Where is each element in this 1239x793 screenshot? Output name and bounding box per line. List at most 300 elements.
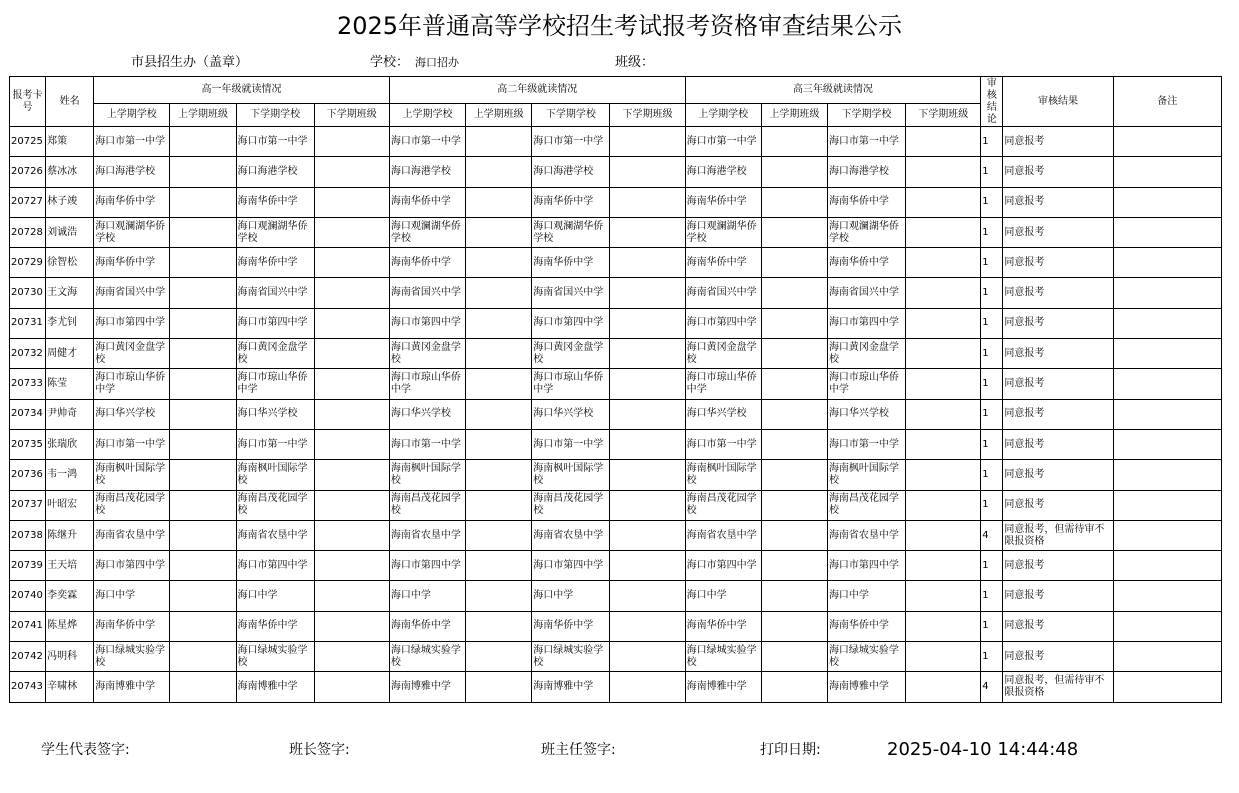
- card-no-cell: 20731: [10, 308, 46, 338]
- g3-term1-class-cell: [761, 642, 827, 672]
- review-result-cell: 同意报考: [1003, 308, 1113, 338]
- card-no-cell: 20726: [10, 157, 46, 187]
- review-result-cell: 同意报考: [1003, 460, 1113, 490]
- g1-term2-class-cell: [314, 490, 389, 520]
- header-name: 姓名: [46, 77, 94, 127]
- review-conclusion-cell: 1: [981, 551, 1003, 581]
- g3-term2-class-cell: [906, 278, 981, 308]
- g3-term1-class-cell: [761, 187, 827, 217]
- review-result-cell: 同意报考: [1003, 369, 1113, 399]
- g2-term1-school-cell: 海口海港学校: [389, 157, 465, 187]
- g2-term2-school-cell: 海口市第一中学: [532, 127, 610, 157]
- g1-term2-class-cell: [314, 339, 389, 369]
- g1-term2-class-cell: [314, 611, 389, 641]
- g3-term1-school-cell: 海口市第一中学: [685, 127, 761, 157]
- student-rep-signature-label: 学生代表签字:: [41, 742, 130, 758]
- g1-term1-class-cell: [170, 642, 236, 672]
- g2-term1-school-cell: 海南博雅中学: [389, 672, 465, 702]
- g1-term1-school-cell: 海口黄冈金盘学校: [94, 339, 170, 369]
- review-result-cell: 同意报考: [1003, 248, 1113, 278]
- g2-term1-class-cell: [466, 460, 532, 490]
- g2-term1-school-cell: 海南华侨中学: [389, 187, 465, 217]
- g1-term1-class-cell: [170, 187, 236, 217]
- review-conclusion-cell: 1: [981, 369, 1003, 399]
- header-review-result: 审核结果: [1003, 77, 1113, 127]
- review-conclusion-cell: 1: [981, 248, 1003, 278]
- g1-term1-school-cell: 海南省农垦中学: [94, 520, 170, 550]
- g3-term1-class-cell: [761, 490, 827, 520]
- g2-term1-school-cell: 海南华侨中学: [389, 248, 465, 278]
- class-label: 班级：: [615, 55, 655, 70]
- g3-term2-school-cell: 海南省农垦中学: [827, 520, 905, 550]
- g1-term2-class-cell: [314, 127, 389, 157]
- g3-term2-class-cell: [906, 187, 981, 217]
- g3-term2-class-cell: [906, 611, 981, 641]
- g2-term2-school-cell: 海口市琼山华侨中学: [532, 369, 610, 399]
- name-cell: 王文海: [46, 278, 94, 308]
- header-g1-term1-class: 上学期班级: [170, 104, 236, 127]
- g3-term1-class-cell: [761, 611, 827, 641]
- g2-term2-class-cell: [610, 672, 685, 702]
- g3-term2-class-cell: [906, 217, 981, 247]
- g1-term1-class-cell: [170, 490, 236, 520]
- g1-term1-school-cell: 海南华侨中学: [94, 611, 170, 641]
- g1-term2-school-cell: 海口市第一中学: [236, 127, 314, 157]
- table-row: [10, 672, 1222, 702]
- header-grade1: 高一年级就读情况: [94, 77, 390, 104]
- review-result-cell: 同意报考: [1003, 339, 1113, 369]
- g2-term1-class-cell: [466, 429, 532, 459]
- school-label: 学校：: [370, 55, 410, 70]
- g2-term1-class-cell: [466, 127, 532, 157]
- g3-term1-class-cell: [761, 551, 827, 581]
- g2-term1-class-cell: [466, 187, 532, 217]
- school-value: 海口招办: [415, 56, 460, 69]
- g3-term1-class-cell: [761, 278, 827, 308]
- review-conclusion-cell: 1: [981, 611, 1003, 641]
- g3-term1-class-cell: [761, 127, 827, 157]
- g2-term2-class-cell: [610, 278, 685, 308]
- g1-term2-school-cell: 海口华兴学校: [236, 399, 314, 429]
- review-result-cell: 同意报考: [1003, 399, 1113, 429]
- g2-term2-school-cell: 海口市第四中学: [532, 308, 610, 338]
- g3-term2-class-cell: [906, 339, 981, 369]
- g1-term1-class-cell: [170, 611, 236, 641]
- g2-term1-class-cell: [466, 217, 532, 247]
- g3-term1-class-cell: [761, 520, 827, 550]
- g3-term1-class-cell: [761, 581, 827, 611]
- name-cell: 李尤钊: [46, 308, 94, 338]
- g3-term2-school-cell: 海南昌茂花园学校: [827, 490, 905, 520]
- g3-term1-school-cell: 海口华兴学校: [685, 399, 761, 429]
- g1-term2-class-cell: [314, 642, 389, 672]
- g1-term2-class-cell: [314, 187, 389, 217]
- g2-term1-class-cell: [466, 308, 532, 338]
- g3-term1-class-cell: [761, 217, 827, 247]
- name-cell: 张瑞欣: [46, 429, 94, 459]
- g2-term1-school-cell: 海口观澜湖华侨学校: [389, 217, 465, 247]
- g3-term2-school-cell: 海口中学: [827, 581, 905, 611]
- card-no-cell: 20725: [10, 127, 46, 157]
- table-row: [10, 187, 1222, 217]
- g2-term1-school-cell: 海口绿城实验学校: [389, 642, 465, 672]
- g3-term1-school-cell: 海南省国兴中学: [685, 278, 761, 308]
- review-result-cell: 同意报考: [1003, 429, 1113, 459]
- g2-term1-class-cell: [466, 611, 532, 641]
- name-cell: 陈星烨: [46, 611, 94, 641]
- g2-term2-class-cell: [610, 248, 685, 278]
- g1-term1-school-cell: 海口市第四中学: [94, 551, 170, 581]
- g3-term2-class-cell: [906, 429, 981, 459]
- g3-term2-school-cell: 海口市第四中学: [827, 551, 905, 581]
- g1-term1-class-cell: [170, 581, 236, 611]
- g2-term1-class-cell: [466, 672, 532, 702]
- g3-term1-school-cell: 海口观澜湖华侨学校: [685, 217, 761, 247]
- g1-term1-class-cell: [170, 308, 236, 338]
- review-result-cell: 同意报考: [1003, 127, 1113, 157]
- g3-term2-school-cell: 海口市第一中学: [827, 127, 905, 157]
- g3-term2-class-cell: [906, 551, 981, 581]
- header-g2-term1-school: 上学期学校: [389, 104, 465, 127]
- g1-term2-school-cell: 海口海港学校: [236, 157, 314, 187]
- review-result-cell: 同意报考: [1003, 642, 1113, 672]
- card-no-cell: 20734: [10, 399, 46, 429]
- g1-term1-school-cell: 海南华侨中学: [94, 187, 170, 217]
- g3-term2-class-cell: [906, 490, 981, 520]
- g1-term2-school-cell: 海南华侨中学: [236, 611, 314, 641]
- g1-term2-class-cell: [314, 551, 389, 581]
- review-conclusion-cell: 4: [981, 520, 1003, 550]
- review-result-cell: 同意报考: [1003, 187, 1113, 217]
- review-result-cell: 同意报考: [1003, 611, 1113, 641]
- g2-term2-class-cell: [610, 399, 685, 429]
- g2-term2-class-cell: [610, 429, 685, 459]
- header-g2-term2-school: 下学期学校: [532, 104, 610, 127]
- g1-term2-class-cell: [314, 217, 389, 247]
- name-cell: 林子竣: [46, 187, 94, 217]
- g3-term2-class-cell: [906, 369, 981, 399]
- table-row: [10, 157, 1222, 187]
- review-conclusion-cell: 1: [981, 642, 1003, 672]
- table-row: [10, 278, 1222, 308]
- g3-term2-school-cell: 海口市琼山华侨中学: [827, 369, 905, 399]
- remark-cell: [1113, 429, 1221, 459]
- g3-term1-class-cell: [761, 429, 827, 459]
- remark-cell: [1113, 520, 1221, 550]
- card-no-cell: 20737: [10, 490, 46, 520]
- g2-term1-class-cell: [466, 248, 532, 278]
- header-g1-term1-school: 上学期学校: [94, 104, 170, 127]
- g1-term2-class-cell: [314, 429, 389, 459]
- g3-term1-school-cell: 海南华侨中学: [685, 248, 761, 278]
- g1-term1-school-cell: 海口观澜湖华侨学校: [94, 217, 170, 247]
- review-conclusion-cell: 1: [981, 187, 1003, 217]
- g1-term1-school-cell: 海口市第四中学: [94, 308, 170, 338]
- g1-term2-school-cell: 海南昌茂花园学校: [236, 490, 314, 520]
- name-cell: 陈继升: [46, 520, 94, 550]
- g1-term2-class-cell: [314, 460, 389, 490]
- g2-term1-class-cell: [466, 339, 532, 369]
- g1-term1-class-cell: [170, 339, 236, 369]
- g1-term2-school-cell: 海南博雅中学: [236, 672, 314, 702]
- g1-term2-class-cell: [314, 399, 389, 429]
- remark-cell: [1113, 278, 1221, 308]
- g3-term1-school-cell: 海口市第四中学: [685, 551, 761, 581]
- g1-term2-school-cell: 海口市第一中学: [236, 429, 314, 459]
- g1-term2-class-cell: [314, 308, 389, 338]
- g3-term1-school-cell: 海口市琼山华侨中学: [685, 369, 761, 399]
- header-g2-term2-class: 下学期班级: [610, 104, 685, 127]
- g3-term2-class-cell: [906, 460, 981, 490]
- results-table-body: [10, 127, 1222, 703]
- g2-term2-school-cell: 海南昌茂花园学校: [532, 490, 610, 520]
- table-row: [10, 339, 1222, 369]
- g3-term1-school-cell: 海口中学: [685, 581, 761, 611]
- header-row-top: [10, 77, 1222, 104]
- review-conclusion-cell: 4: [981, 672, 1003, 702]
- g2-term2-school-cell: 海南省国兴中学: [532, 278, 610, 308]
- g2-term1-school-cell: 海南省农垦中学: [389, 520, 465, 550]
- g1-term2-school-cell: 海口观澜湖华侨学校: [236, 217, 314, 247]
- remark-cell: [1113, 248, 1221, 278]
- card-no-cell: 20729: [10, 248, 46, 278]
- g1-term1-class-cell: [170, 127, 236, 157]
- g1-term1-school-cell: 海南华侨中学: [94, 248, 170, 278]
- g2-term2-school-cell: 海南华侨中学: [532, 248, 610, 278]
- header-remark: 备注: [1113, 77, 1221, 127]
- review-result-cell: 同意报考: [1003, 551, 1113, 581]
- name-cell: 辛啸林: [46, 672, 94, 702]
- name-cell: 周健才: [46, 339, 94, 369]
- g3-term2-school-cell: 海南华侨中学: [827, 187, 905, 217]
- g2-term2-school-cell: 海口观澜湖华侨学校: [532, 217, 610, 247]
- remark-cell: [1113, 551, 1221, 581]
- g2-term2-school-cell: 海南博雅中学: [532, 672, 610, 702]
- review-conclusion-cell: 1: [981, 581, 1003, 611]
- g3-term1-school-cell: 海口市第四中学: [685, 308, 761, 338]
- g3-term1-school-cell: 海口黄冈金盘学校: [685, 339, 761, 369]
- g2-term2-class-cell: [610, 157, 685, 187]
- g2-term2-school-cell: 海南省农垦中学: [532, 520, 610, 550]
- g2-term2-class-cell: [610, 581, 685, 611]
- g3-term2-school-cell: 海口市第一中学: [827, 429, 905, 459]
- g2-term1-school-cell: 海口市琼山华侨中学: [389, 369, 465, 399]
- g3-term2-school-cell: 海口观澜湖华侨学校: [827, 217, 905, 247]
- g3-term1-school-cell: 海口绿城实验学校: [685, 642, 761, 672]
- header-g3-term2-class: 下学期班级: [906, 104, 981, 127]
- g2-term2-class-cell: [610, 339, 685, 369]
- review-conclusion-cell: 1: [981, 278, 1003, 308]
- g2-term1-school-cell: 海口市第四中学: [389, 308, 465, 338]
- table-row: [10, 248, 1222, 278]
- g1-term1-school-cell: 海口市第一中学: [94, 127, 170, 157]
- remark-cell: [1113, 187, 1221, 217]
- review-result-cell: 同意报考: [1003, 217, 1113, 247]
- g1-term2-school-cell: 海口黄冈金盘学校: [236, 339, 314, 369]
- table-row: [10, 520, 1222, 550]
- g1-term1-class-cell: [170, 460, 236, 490]
- g3-term1-school-cell: 海口海港学校: [685, 157, 761, 187]
- g1-term1-school-cell: 海南博雅中学: [94, 672, 170, 702]
- g2-term2-school-cell: 海口市第一中学: [532, 429, 610, 459]
- g1-term1-school-cell: 海口市琼山华侨中学: [94, 369, 170, 399]
- g2-term1-school-cell: 海口华兴学校: [389, 399, 465, 429]
- g1-term1-class-cell: [170, 157, 236, 187]
- review-conclusion-cell: 1: [981, 127, 1003, 157]
- remark-cell: [1113, 217, 1221, 247]
- g1-term1-school-cell: 海口市第一中学: [94, 429, 170, 459]
- g3-term2-school-cell: 海南华侨中学: [827, 611, 905, 641]
- remark-cell: [1113, 157, 1221, 187]
- g3-term2-school-cell: 海口黄冈金盘学校: [827, 339, 905, 369]
- card-no-cell: 20728: [10, 217, 46, 247]
- g2-term1-class-cell: [466, 581, 532, 611]
- header-card-no: 报考卡号: [10, 77, 46, 127]
- g1-term1-class-cell: [170, 551, 236, 581]
- school-info: [370, 55, 459, 71]
- table-row: [10, 127, 1222, 157]
- g2-term1-class-cell: [466, 520, 532, 550]
- name-cell: 叶昭宏: [46, 490, 94, 520]
- g2-term1-class-cell: [466, 278, 532, 308]
- page-title: 2025年普通高等学校招生考试报考资格审查结果公示: [336, 12, 903, 40]
- card-no-cell: 20741: [10, 611, 46, 641]
- remark-cell: [1113, 339, 1221, 369]
- table-row: [10, 308, 1222, 338]
- g3-term1-school-cell: 海南枫叶国际学校: [685, 460, 761, 490]
- remark-cell: [1113, 127, 1221, 157]
- g1-term1-school-cell: 海口华兴学校: [94, 399, 170, 429]
- g1-term1-school-cell: 海南昌茂花园学校: [94, 490, 170, 520]
- remark-cell: [1113, 642, 1221, 672]
- g2-term2-school-cell: 海南华侨中学: [532, 611, 610, 641]
- g1-term1-school-cell: 海口绿城实验学校: [94, 642, 170, 672]
- table-row: [10, 429, 1222, 459]
- g3-term1-class-cell: [761, 369, 827, 399]
- card-no-cell: 20730: [10, 278, 46, 308]
- review-conclusion-cell: 1: [981, 339, 1003, 369]
- name-cell: 徐智松: [46, 248, 94, 278]
- remark-cell: [1113, 490, 1221, 520]
- g2-term2-class-cell: [610, 127, 685, 157]
- header-grade2: 高二年级就读情况: [389, 77, 685, 104]
- g3-term2-school-cell: 海南华侨中学: [827, 248, 905, 278]
- g1-term1-school-cell: 海口中学: [94, 581, 170, 611]
- teacher-signature-label: 班主任签字:: [541, 742, 616, 758]
- g2-term1-school-cell: 海口中学: [389, 581, 465, 611]
- g2-term2-class-cell: [610, 308, 685, 338]
- review-conclusion-cell: 1: [981, 429, 1003, 459]
- g3-term2-class-cell: [906, 642, 981, 672]
- print-date-value: 2025-04-10 14:44:48: [887, 739, 1079, 760]
- card-no-cell: 20735: [10, 429, 46, 459]
- g3-term2-class-cell: [906, 399, 981, 429]
- g2-term2-class-cell: [610, 369, 685, 399]
- name-cell: 尹帅奇: [46, 399, 94, 429]
- g1-term2-class-cell: [314, 520, 389, 550]
- g2-term1-class-cell: [466, 369, 532, 399]
- monitor-signature-label: 班长签字:: [289, 742, 350, 758]
- g2-term1-class-cell: [466, 551, 532, 581]
- g3-term2-school-cell: 海口绿城实验学校: [827, 642, 905, 672]
- card-no-cell: 20736: [10, 460, 46, 490]
- g1-term2-class-cell: [314, 248, 389, 278]
- review-result-cell: 同意报考，但需待审不限报资格: [1003, 520, 1113, 550]
- table-row: [10, 490, 1222, 520]
- results-grid: [9, 76, 1222, 703]
- g3-term2-school-cell: 海口华兴学校: [827, 399, 905, 429]
- g1-term1-class-cell: [170, 369, 236, 399]
- g2-term1-school-cell: 海口市第四中学: [389, 551, 465, 581]
- g1-term2-class-cell: [314, 278, 389, 308]
- review-conclusion-cell: 1: [981, 157, 1003, 187]
- card-no-cell: 20739: [10, 551, 46, 581]
- g3-term2-school-cell: 海口海港学校: [827, 157, 905, 187]
- name-cell: 王天培: [46, 551, 94, 581]
- card-no-cell: 20742: [10, 642, 46, 672]
- g2-term1-school-cell: 海口市第一中学: [389, 127, 465, 157]
- table-row: [10, 551, 1222, 581]
- g1-term2-class-cell: [314, 369, 389, 399]
- g2-term2-school-cell: 海口黄冈金盘学校: [532, 339, 610, 369]
- g2-term1-school-cell: 海口黄冈金盘学校: [389, 339, 465, 369]
- g2-term1-school-cell: 海南枫叶国际学校: [389, 460, 465, 490]
- g3-term1-school-cell: 海口市第一中学: [685, 429, 761, 459]
- g2-term2-school-cell: 海口中学: [532, 581, 610, 611]
- g2-term2-class-cell: [610, 551, 685, 581]
- g3-term2-school-cell: 海南枫叶国际学校: [827, 460, 905, 490]
- g3-term1-school-cell: 海南华侨中学: [685, 187, 761, 217]
- g1-term2-school-cell: 海口中学: [236, 581, 314, 611]
- header-g3-term1-class: 上学期班级: [761, 104, 827, 127]
- g1-term1-school-cell: 海南枫叶国际学校: [94, 460, 170, 490]
- card-no-cell: 20740: [10, 581, 46, 611]
- name-cell: 李奕霖: [46, 581, 94, 611]
- g2-term2-class-cell: [610, 611, 685, 641]
- g1-term2-class-cell: [314, 581, 389, 611]
- g2-term2-school-cell: 海南枫叶国际学校: [532, 460, 610, 490]
- card-no-cell: 20727: [10, 187, 46, 217]
- office-label: 市县招生办（盖章）: [131, 55, 249, 70]
- header-g1-term2-class: 下学期班级: [314, 104, 389, 127]
- g3-term2-class-cell: [906, 157, 981, 187]
- g3-term1-class-cell: [761, 672, 827, 702]
- table-row: [10, 581, 1222, 611]
- remark-cell: [1113, 672, 1221, 702]
- g2-term1-class-cell: [466, 157, 532, 187]
- g1-term1-class-cell: [170, 672, 236, 702]
- g1-term2-class-cell: [314, 672, 389, 702]
- g1-term2-school-cell: 海南省国兴中学: [236, 278, 314, 308]
- g1-term1-class-cell: [170, 278, 236, 308]
- g3-term2-class-cell: [906, 308, 981, 338]
- review-result-cell: 同意报考: [1003, 278, 1113, 308]
- g3-term1-class-cell: [761, 308, 827, 338]
- name-cell: 韦一鸿: [46, 460, 94, 490]
- g2-term2-class-cell: [610, 217, 685, 247]
- g1-term1-class-cell: [170, 399, 236, 429]
- g2-term2-class-cell: [610, 187, 685, 217]
- g3-term1-class-cell: [761, 248, 827, 278]
- g2-term1-school-cell: 海南昌茂花园学校: [389, 490, 465, 520]
- name-cell: 蔡冰冰: [46, 157, 94, 187]
- g1-term2-school-cell: 海南省农垦中学: [236, 520, 314, 550]
- g2-term1-school-cell: 海南华侨中学: [389, 611, 465, 641]
- review-result-cell: 同意报考: [1003, 490, 1113, 520]
- header-g1-term2-school: 下学期学校: [236, 104, 314, 127]
- review-result-cell: 同意报考: [1003, 157, 1113, 187]
- g2-term2-class-cell: [610, 490, 685, 520]
